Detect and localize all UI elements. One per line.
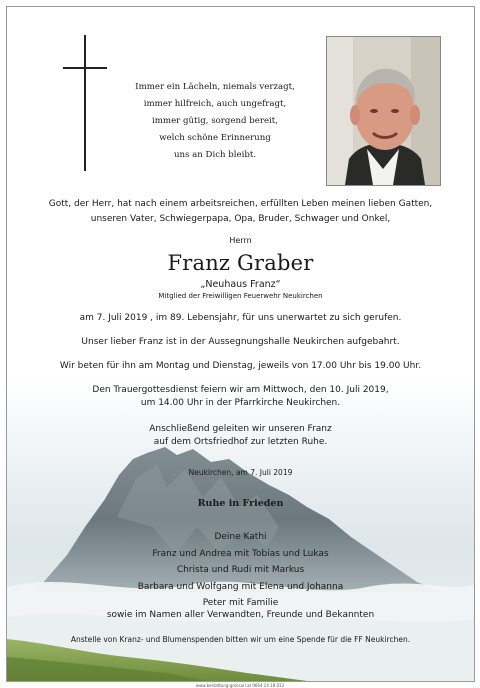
- poem-line: uns an Dich bleibt.: [173, 150, 257, 160]
- deceased-nickname: „Neuhaus Franz“: [200, 279, 281, 290]
- cross-icon: [63, 35, 107, 171]
- burial-line: Anschließend geleiten wir unseren Franz: [149, 424, 332, 434]
- place-date: Neukirchen, am 7. Juli 2019: [188, 468, 293, 477]
- relatives-line: sowie im Namen aller Verwandten, Freunde und Bekannten: [106, 610, 375, 620]
- service-line: Den Trauergottesdienst feiern wir am Mittwoch, den 10. Juli 2019,: [92, 385, 389, 395]
- poem-line: immer hilfreich, auch ungefragt,: [143, 99, 287, 109]
- family-member: Barbara und Wolfgang mit Elena und Johanna: [137, 581, 344, 592]
- family-member: Franz und Andrea mit Tobias und Lukas: [152, 548, 329, 559]
- service-line: um 14.00 Uhr in der Pfarrkirche Neukirchen.: [140, 398, 341, 408]
- obituary-card: [6, 6, 475, 682]
- laid-out-notice: Unser lieber Franz ist in der Aussegnungshalle Neukirchen aufgebahrt.: [81, 337, 400, 347]
- burial-notice: [7, 423, 474, 449]
- deceased-name: Franz Graber: [167, 251, 314, 275]
- salutation: Herrn: [229, 236, 252, 245]
- death-notice: am 7. Juli 2019 , im 89. Lebensjahr, für uns unerwartet zu sich gerufen.: [79, 313, 402, 323]
- memorial-poem: [117, 79, 313, 164]
- family-member: Peter mit Familie: [202, 598, 279, 608]
- family-member: Christa und Rudi mit Markus: [176, 565, 305, 575]
- service-notice: [7, 384, 474, 410]
- poem-line: welch schöne Erinnerung: [159, 133, 271, 143]
- burial-line: auf dem Ortsfriedhof zur letzten Ruhe.: [153, 437, 328, 447]
- poem-line: immer gütig, sorgend bereit,: [152, 116, 278, 126]
- prayer-notice: Wir beten für ihn am Montag und Dienstag, jeweils von 17.00 Uhr bis 19.00 Uhr.: [59, 361, 422, 371]
- poem-line: Immer ein Lächeln, niemals verzagt,: [135, 82, 295, 92]
- membership-line: Mitglied der Freiwilligen Feuerwehr Neukirchen: [158, 292, 323, 300]
- footer-imprint: www.bestattung-grossarl.at 0664 24 18 013: [195, 683, 285, 688]
- family-member: Deine Kathi: [214, 532, 267, 542]
- rest-in-peace: Ruhe in Frieden: [197, 498, 284, 509]
- intro-text: [7, 197, 474, 227]
- flowers-note: Anstelle von Kranz- und Blumenspenden bitten wir um eine Spende für die FF Neukirchen.: [70, 635, 411, 644]
- intro-line: Gott, der Herr, hat nach einem arbeitsreichen, erfüllten Leben meinen lieben Gatten,: [48, 199, 433, 209]
- portrait-photo: [326, 36, 441, 186]
- intro-line: unseren Vater, Schwiegerpapa, Opa, Bruder, Schwager und Onkel,: [90, 214, 391, 224]
- family-list: [7, 529, 474, 612]
